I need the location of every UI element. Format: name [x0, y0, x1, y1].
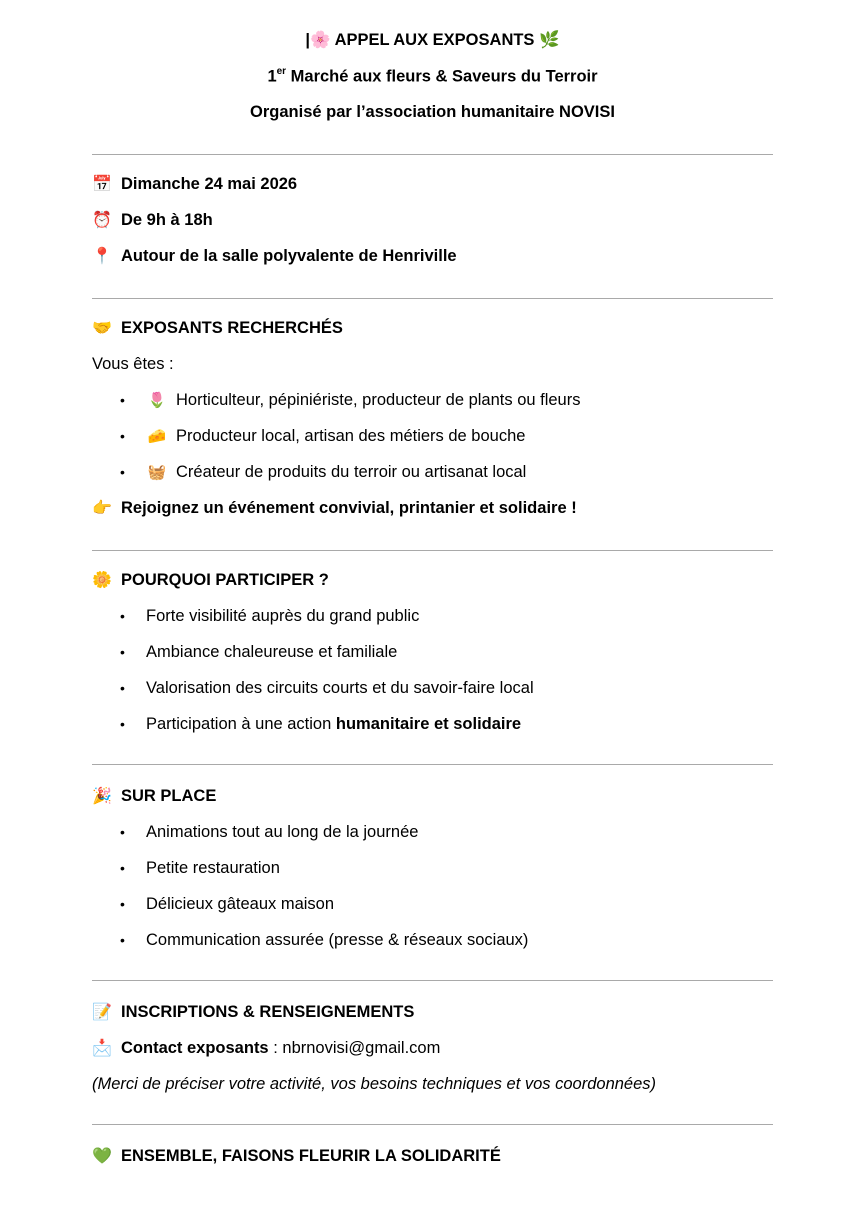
title-prefix: |	[305, 31, 311, 49]
list-item-text: Communication assurée (presse & réseaux sociaux)	[146, 931, 529, 949]
confetti-icon: 🎉	[92, 788, 112, 805]
section-heading-onsite	[92, 786, 216, 807]
list-item-text: Forte visibilité auprès du grand public	[146, 607, 420, 625]
exhibitors-cta	[92, 498, 577, 519]
list-item-text: Petite restauration	[146, 859, 280, 877]
event-place	[92, 246, 457, 267]
event-date	[92, 174, 297, 195]
section-heading-why	[92, 570, 329, 591]
bullet-dot: •	[120, 644, 125, 660]
calendar-icon: 📅	[92, 176, 112, 193]
subtitle-market	[92, 67, 773, 87]
bullet-dot: •	[120, 896, 125, 912]
daisy-icon: 🌼	[92, 572, 112, 589]
list-item-text: Horticulteur, pépiniériste, producteur de plants ou fleurs	[176, 391, 581, 409]
bullet-dot: •	[120, 428, 125, 444]
flower-icon: 🌸	[310, 31, 331, 49]
contact-label: Contact exposants	[121, 1039, 269, 1057]
subtitle-superscript: er	[276, 66, 287, 77]
section-heading-text: POURQUOI PARTICIPER ?	[121, 571, 329, 589]
list-item-text: Animations tout au long de la journée	[146, 823, 419, 841]
bullet-dot: •	[120, 824, 125, 840]
pointing-hand-icon: 👉	[92, 500, 112, 517]
exhibitors-intro: Vous êtes :	[92, 355, 174, 373]
list-item-text: Délicieux gâteaux maison	[146, 895, 335, 913]
cheese-icon: 🧀	[147, 428, 167, 445]
closing-heading-text: ENSEMBLE, FAISONS FLEURIR LA SOLIDARITÉ	[121, 1147, 501, 1165]
bullet-dot: •	[120, 392, 125, 408]
contact-separator: :	[268, 1039, 283, 1057]
registration-note: (Merci de préciser votre activité, vos besoins techniques et vos coordonnées)	[92, 1075, 657, 1093]
section-heading-registration	[92, 1002, 414, 1023]
tulip-icon: 🌷	[147, 392, 167, 409]
event-place-text: Autour de la salle polyvalente de Henriville	[121, 247, 457, 265]
herb-icon: 🌿	[539, 31, 560, 49]
basket-icon: 🧺	[147, 464, 167, 481]
bullet-dot: •	[120, 932, 125, 948]
title-text: APPEL AUX EXPOSANTS	[334, 31, 535, 49]
list-item-text: Producteur local, artisan des métiers de bouche	[176, 427, 526, 445]
alarm-clock-icon: ⏰	[92, 212, 112, 229]
section-heading-exhibitors	[92, 318, 343, 339]
event-date-text: Dimanche 24 mai 2026	[121, 175, 298, 193]
event-hours-text: De 9h à 18h	[121, 211, 213, 229]
section-heading-text: INSCRIPTIONS & RENSEIGNEMENTS	[121, 1003, 415, 1021]
list-item-text: Valorisation des circuits courts et du savoir-faire local	[146, 679, 534, 697]
subtitle-organizer: Organisé par l’association humanitaire NOVISI	[250, 103, 615, 121]
bullet-dot: •	[120, 716, 125, 732]
list-item-bold-text: humanitaire et solidaire	[335, 715, 522, 733]
list-item-text: Ambiance chaleureuse et familiale	[146, 643, 398, 661]
subtitle-number: 1	[267, 67, 277, 86]
handshake-icon: 🤝	[92, 320, 112, 337]
closing-heading	[92, 1146, 501, 1167]
divider	[92, 764, 773, 765]
contact-email[interactable]: nbrnovisi@gmail.com	[282, 1039, 441, 1057]
memo-icon: 📝	[92, 1004, 112, 1021]
green-heart-icon: 💚	[92, 1148, 112, 1165]
divider	[92, 550, 773, 551]
page-title	[92, 31, 773, 50]
bullet-dot: •	[120, 464, 125, 480]
bullet-dot: •	[120, 680, 125, 696]
list-item-text: Participation à une action	[146, 715, 336, 733]
section-heading-text: SUR PLACE	[121, 787, 217, 805]
section-heading-text: EXPOSANTS RECHERCHÉS	[121, 319, 343, 337]
divider	[92, 298, 773, 299]
divider	[92, 980, 773, 981]
bullet-dot: •	[120, 860, 125, 876]
divider	[92, 154, 773, 155]
cta-text: Rejoignez un événement convivial, printanier et solidaire !	[121, 499, 577, 517]
divider	[92, 1124, 773, 1125]
pin-icon: 📍	[92, 248, 112, 265]
bullet-dot: •	[120, 608, 125, 624]
list-item-text: Créateur de produits du terroir ou artisanat local	[176, 463, 527, 481]
envelope-icon: 📩	[92, 1040, 112, 1057]
contact-line	[92, 1038, 440, 1059]
subtitle-text: Marché aux fleurs & Saveurs du Terroir	[286, 67, 598, 86]
event-hours	[92, 210, 213, 231]
